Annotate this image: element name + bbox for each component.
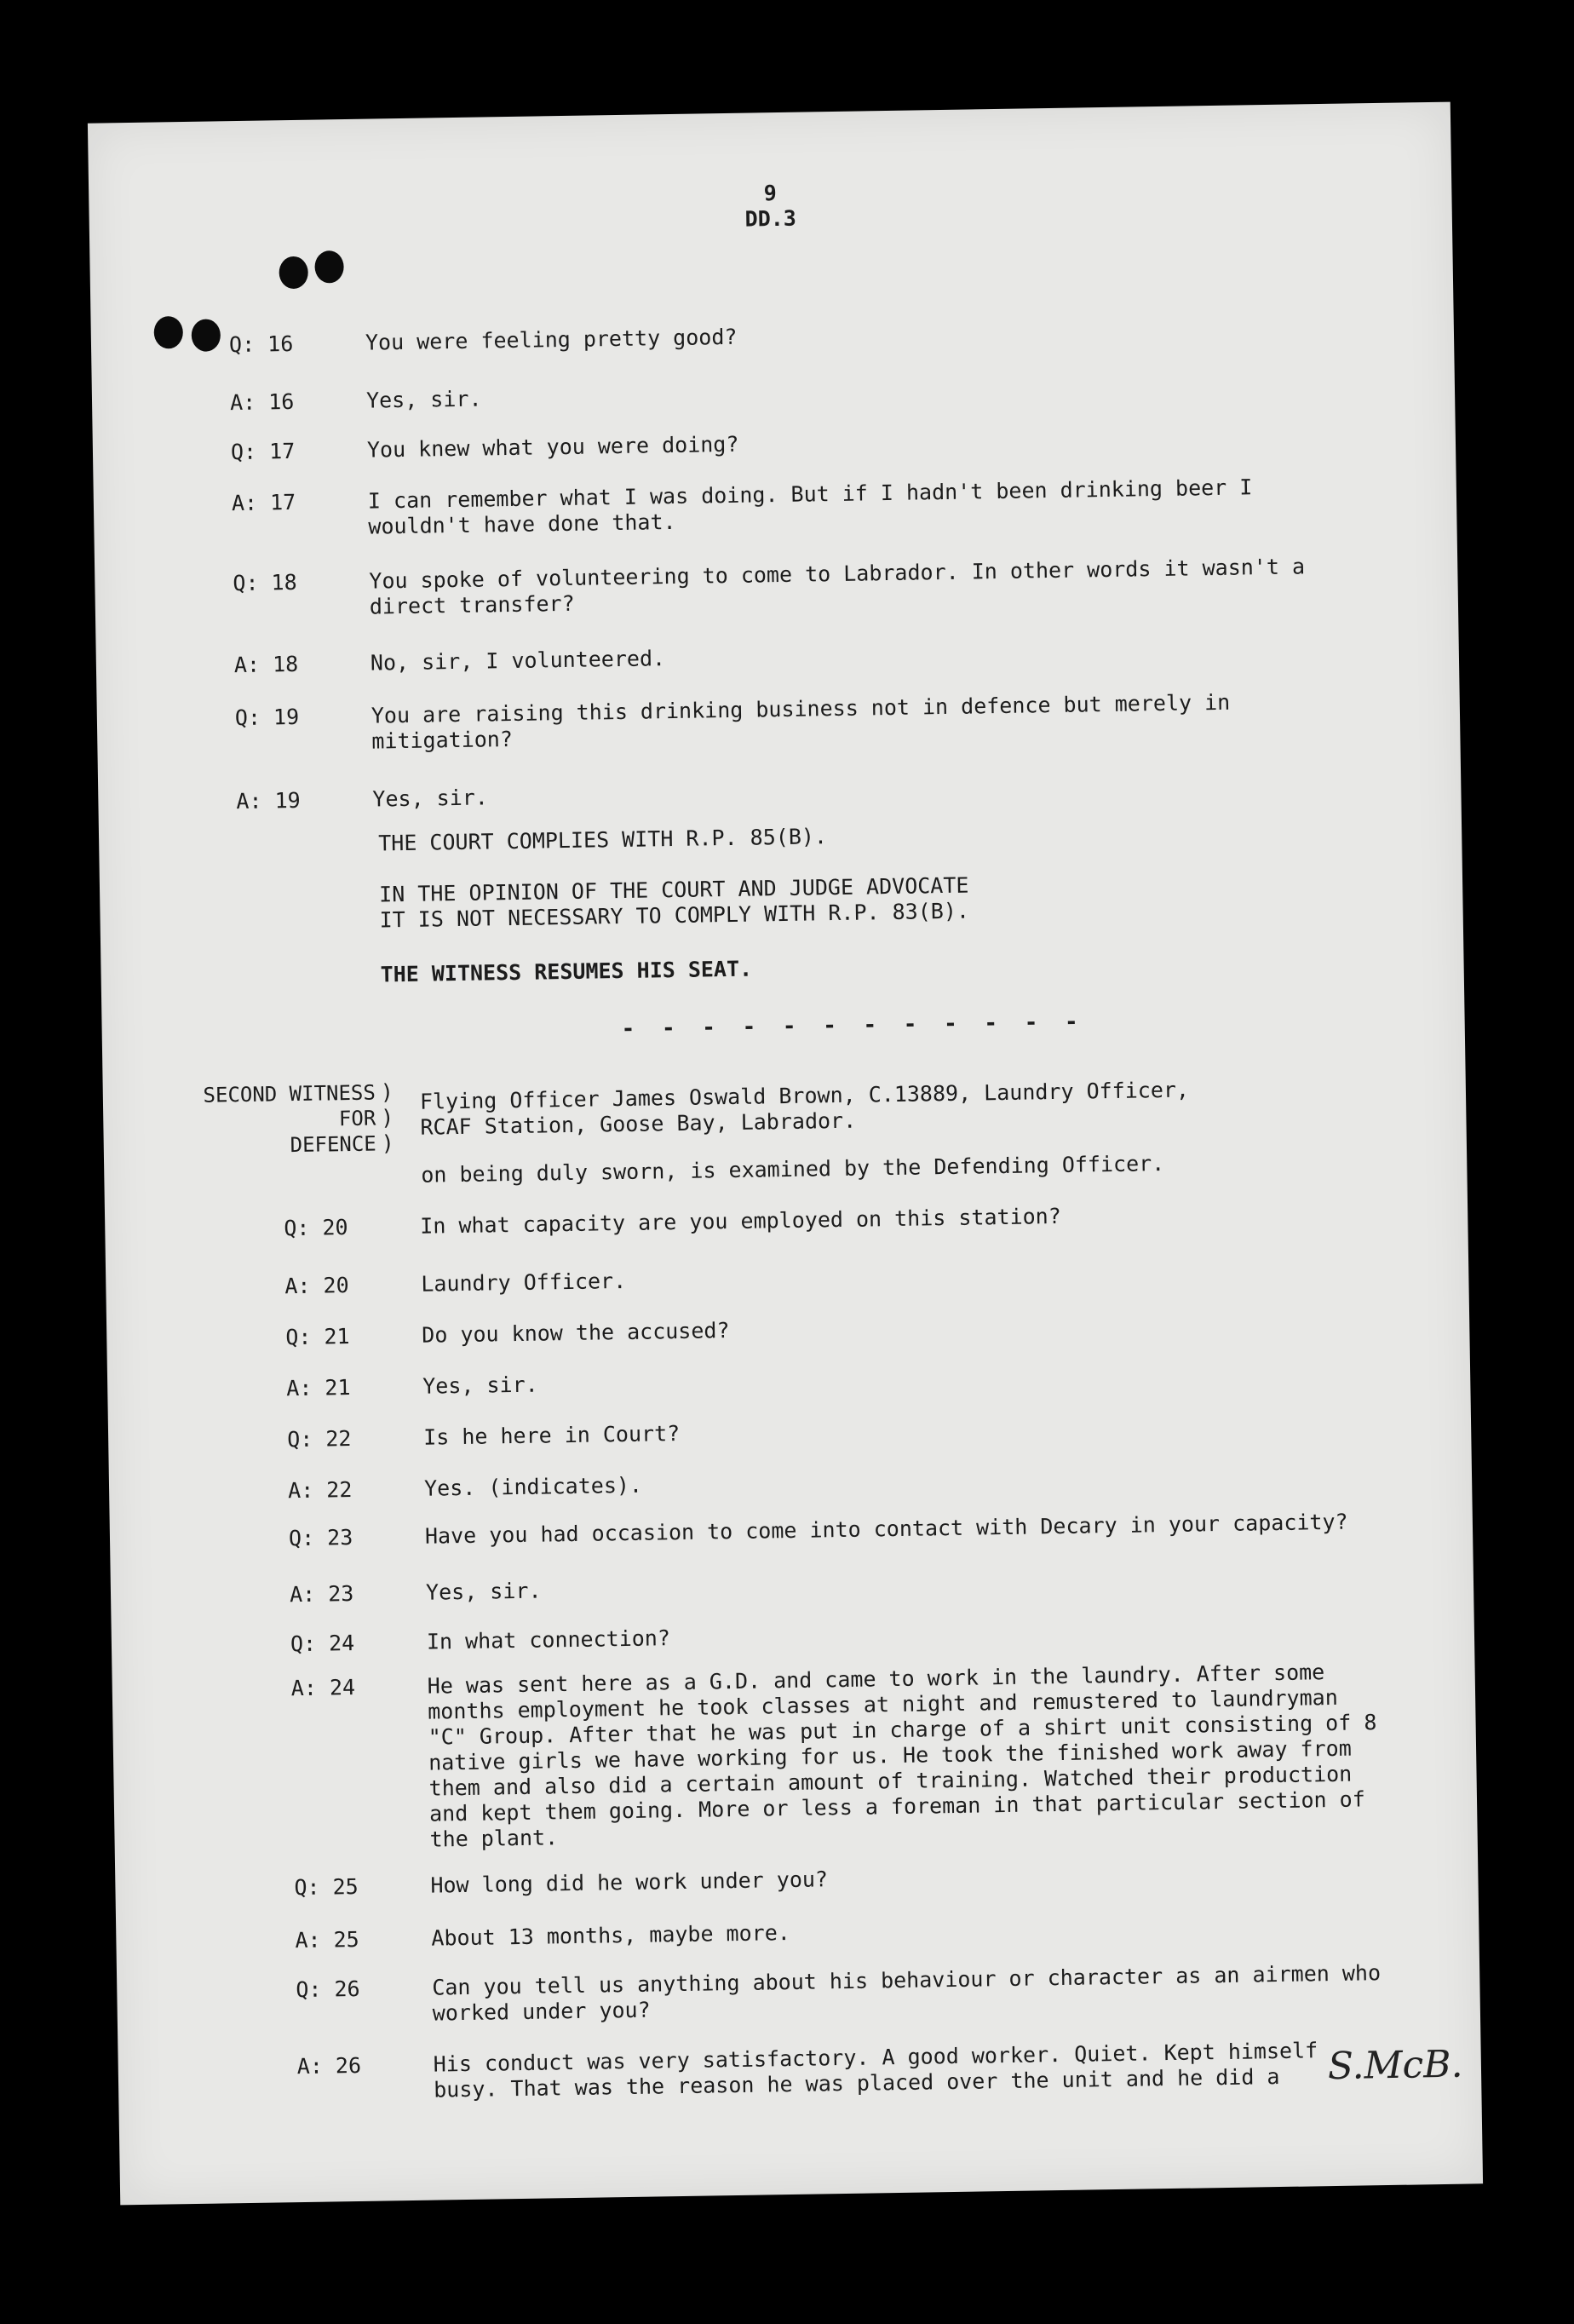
qa-text: Yes, sir.: [365, 386, 482, 413]
qa-text: You are raising this drinking business not in defence but merely in mitigation?: [371, 689, 1231, 754]
qa-number: A: 23: [289, 1581, 354, 1608]
qa-text: Have you had occasion to come into contact with Decary in your capacity?: [424, 1509, 1348, 1549]
punch-hole: [279, 256, 308, 290]
qa-number: Q: 23: [288, 1525, 353, 1551]
qa-text: About 13 months, maybe more.: [431, 1920, 791, 1951]
qa-text: Laundry Officer.: [421, 1268, 627, 1297]
qa-text: Yes, sir.: [422, 1372, 538, 1399]
qa-text: No, sir, I volunteered.: [370, 646, 666, 676]
court-opinion-line: IN THE OPINION OF THE COURT AND JUDGE ADVOCATE: [378, 872, 969, 907]
qa-text: His conduct was very satisfactory. A good worker. Quiet. Kept himself busy. That was the reason he was placed over the unit and he did a: [433, 2038, 1318, 2103]
qa-text: He was sent here as a G.D. and came to work in the laundry. After some months employment he took classes at night and remustered to laundryman "C" Group. After that he was put in charge of a shirt unit consisting of 8 native girls we have working for us. He took the finished work away from them and also did a certain amount of training. Watched their production and kept them going. More or less a foreman in that particular section of the plant.: [427, 1660, 1377, 1852]
qa-text: In what capacity are you employed on this station?: [420, 1203, 1061, 1239]
qa-number: A: 26: [296, 2052, 362, 2080]
bracket-mark: ): [380, 1079, 394, 1105]
qa-number: Q: 26: [296, 1976, 360, 2003]
handwritten-initials: S.McB.: [1327, 2042, 1463, 2089]
qa-number: Q: 19: [234, 704, 300, 731]
qa-number: A: 24: [290, 1675, 356, 1701]
qa-text: Yes, sir.: [425, 1578, 542, 1605]
qa-text: You spoke of volunteering to come to Labrador. In other words it wasn't a direct transfer?: [369, 554, 1306, 619]
punch-hole: [314, 250, 344, 284]
document-reference: DD.3: [744, 205, 797, 232]
qa-number: A: 21: [286, 1375, 351, 1401]
witness-label: SECOND WITNESS: [203, 1080, 376, 1107]
witness-label: FOR: [338, 1106, 376, 1131]
qa-number: Q: 18: [233, 569, 297, 596]
qa-text: Yes. (indicates).: [423, 1472, 643, 1501]
section-separator: - - - - - - - - - - - -: [621, 1009, 1085, 1043]
court-complies-note: THE COURT COMPLIES WITH R.P. 85(B).: [377, 824, 828, 856]
qa-number: A: 22: [287, 1477, 353, 1504]
qa-number: Q: 16: [228, 331, 294, 358]
qa-number: A: 20: [284, 1273, 349, 1299]
qa-number: A: 19: [236, 787, 301, 814]
qa-number: A: 18: [233, 651, 299, 678]
qa-text: Is he here in Court?: [422, 1420, 681, 1450]
qa-text: How long did he work under you?: [430, 1867, 829, 1898]
witness-station: RCAF Station, Goose Bay, Labrador.: [420, 1107, 857, 1140]
qa-number: Q: 25: [294, 1873, 359, 1901]
sworn-statement: on being duly sworn, is examined by the Defending Officer.: [421, 1151, 1165, 1188]
qa-text: You knew what you were doing?: [366, 431, 739, 463]
witness-label: DEFENCE: [290, 1131, 376, 1158]
qa-text: Do you know the accused?: [422, 1318, 730, 1348]
qa-text: You were feeling pretty good?: [365, 324, 738, 355]
bracket-mark: ): [381, 1130, 395, 1156]
witness-name: Flying Officer James Oswald Brown, C.13889, Laundry Officer,: [419, 1077, 1190, 1114]
qa-number: Q: 24: [290, 1631, 355, 1657]
qa-text: Yes, sir.: [372, 785, 489, 812]
qa-number: Q: 22: [286, 1426, 352, 1452]
page-number: 9: [763, 181, 778, 206]
qa-number: A: 25: [295, 1926, 359, 1953]
qa-number: A: 16: [229, 388, 295, 416]
witness-resumes-note: THE WITNESS RESUMES HIS SEAT.: [380, 956, 753, 987]
bracket-mark: ): [381, 1105, 394, 1130]
qa-text: In what connection?: [426, 1625, 671, 1654]
document-page: [88, 102, 1483, 2206]
qa-text: Can you tell us anything about his behaviour or character as an airmen who worked under you?: [432, 1960, 1382, 2026]
court-opinion-line: IT IS NOT NECESSARY TO COMPLY WITH R.P. 83(B).: [379, 898, 970, 933]
qa-number: Q: 21: [285, 1324, 350, 1350]
punch-hole: [192, 319, 221, 352]
qa-text: I can remember what I was doing. But if I hadn't been drinking beer I wouldn't have done that.: [367, 475, 1253, 539]
qa-number: Q: 17: [230, 438, 296, 465]
qa-number: Q: 20: [284, 1215, 348, 1241]
qa-number: A: 17: [231, 489, 296, 516]
punch-hole: [153, 316, 183, 349]
